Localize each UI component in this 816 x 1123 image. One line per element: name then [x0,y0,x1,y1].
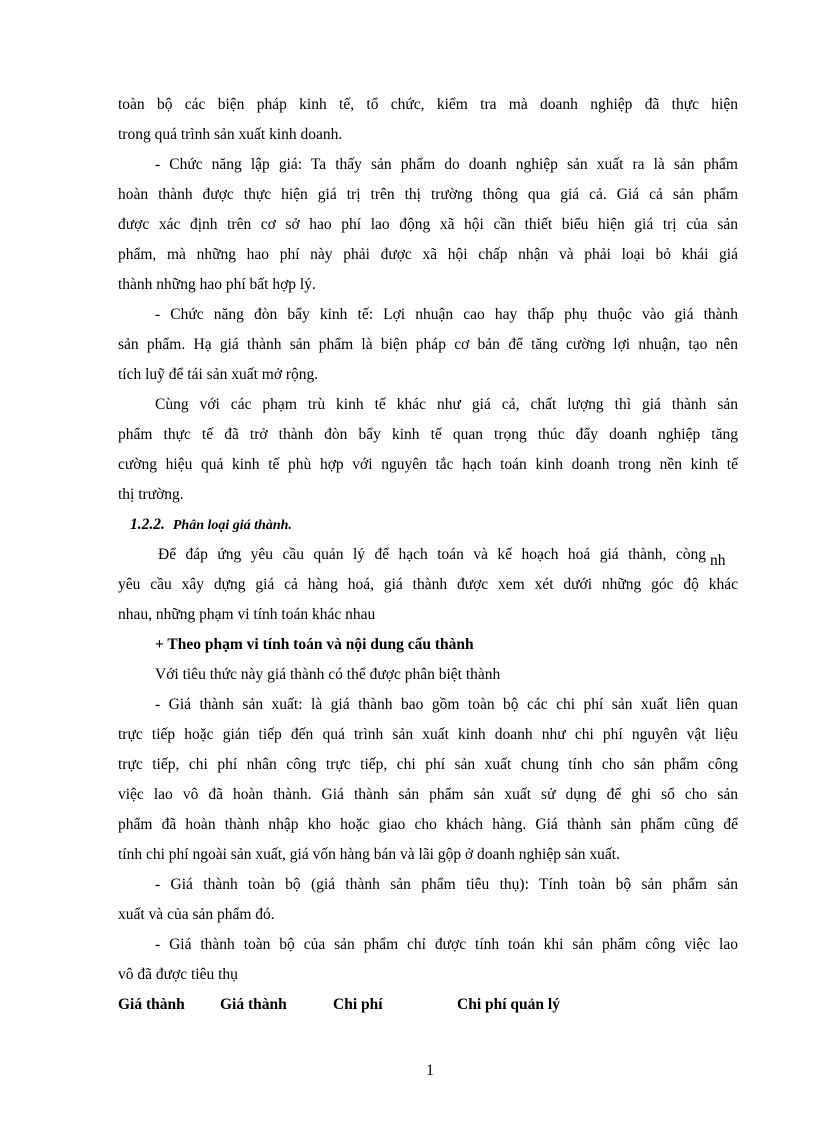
para-together-line-3: cường hiệu quả kinh tế phù hợp với nguyên tắc hạch toán kinh doanh trong nền kinh tế [118,456,738,473]
section-title-suffix: . [288,518,292,533]
para-pricing-line-2: hoàn thành được thực hiện giá trị trên thị trường thông qua giá cả. Giá cả sản phẩm [118,186,738,203]
para-leverage-line-3: tích luỹ để tái sản xuất mở rộng. [118,366,319,383]
para-pricing-line-4: phẩm, mà những hao phí này phải được xã hội chấp nhận và phải loại bỏ khái giá [118,246,738,263]
para-leverage-line-2: sản phẩm. Hạ giá thành sản phẩm là biện pháp cơ bản để tăng cường lợi nhuận, tạo nên [118,336,738,353]
subheading-scope: + Theo phạm vi tính toán và nội dung cấu thành [155,636,474,653]
para-classification-line-2: yêu cầu xây dựng giá cả hàng hoá, giá thành được xem xét dưới những góc độ khác [118,576,738,593]
para-total-product-line-2: vô đã được tiêu thụ [118,966,238,983]
para-together-line-2: phẩm thực tế đã trở thành đòn bẩy kinh tế quan trọng thúc đẩy doanh nghiệp tăng [118,426,738,443]
para-total-cost-line-1: - Giá thành toàn bộ (giá thành sản phẩm tiêu thụ): Tính toàn bộ sản phẩm sản [155,876,738,893]
formula-col-4: Chi phí quản lý [457,996,560,1013]
page-number: 1 [426,1062,434,1079]
para-classification-nh: nh [710,552,726,569]
para-total-product-line-1: - Giá thành toàn bộ của sản phẩm chỉ được tính toán khi sản phẩm công việc lao [155,936,738,953]
para-classification-line-1: Để đáp ứng yêu cầu quản lý để hạch toán và kế hoạch hoá giá thành, còng [158,546,706,563]
para-production-cost-line-2: trực tiếp hoặc gián tiếp đến quá trình sản xuất kinh doanh như chi phí nguyên vật liệu [118,726,738,743]
section-number: 1.2.2. [130,516,165,533]
para-production-cost-line-1: - Giá thành sản xuất: là giá thành bao gồm toàn bộ các chi phí sản xuất liên quan [155,696,738,713]
para-together-line-4: thị trường. [118,486,184,503]
section-title: Phân loại giá thành [172,518,289,533]
formula-row [0,995,816,1015]
para-pricing-line-1: - Chức năng lập giá: Ta thấy sản phẩm do doanh nghiệp sản xuất ra là sản phẩm [155,156,738,173]
para-total-cost-line-2: xuất và của sản phẩm đó. [118,906,275,923]
para-pricing-line-5: thành những hao phí bất hợp lý. [118,276,316,293]
formula-col-2: Giá thành [220,996,287,1013]
para-intro-line-2: trong quá trình sản xuất kinh doanh. [118,126,343,143]
para-criteria: Với tiêu thức này giá thành có thể được phân biệt thành [155,666,501,683]
para-together-line-1: Cùng với các phạm trù kinh tế khác như giá cả, chất lượng thì giá thành sản [155,396,738,413]
para-production-cost-line-3: trực tiếp, chi phí nhân công trực tiếp, chi phí sản xuất chung tính cho sản phẩm công [118,756,738,773]
formula-col-3: Chi phí [333,996,383,1013]
para-production-cost-line-4: việc lao vô đã hoàn thành. Giá thành sản phẩm sản xuất sử dụng để ghi sổ cho sản [118,786,738,803]
para-production-cost-line-6: tính chi phí ngoài sản xuất, giá vốn hàng bán và lãi gộp ở doanh nghiệp sản xuất. [118,846,620,863]
section-heading [130,515,292,536]
para-leverage-line-1: - Chức năng đòn bẩy kinh tế: Lợi nhuận cao hay thấp phụ thuộc vào giá thành [155,306,738,323]
para-intro-line-1: toàn bộ các biện pháp kinh tế, tổ chức, kiểm tra mà doanh nghiệp đã thực hiện [118,96,738,113]
para-classification-line-3: nhau, những phạm vi tính toán khác nhau [118,606,376,623]
para-production-cost-line-5: phẩm đã hoàn thành nhập kho hoặc giao cho khách hàng. Giá thành sản phẩm cũng để [118,816,738,833]
formula-col-1: Giá thành [118,996,185,1013]
para-pricing-line-3: được xác định trên cơ sở hao phí lao động xã hội cần thiết biểu hiện giá trị của sản [118,216,738,233]
